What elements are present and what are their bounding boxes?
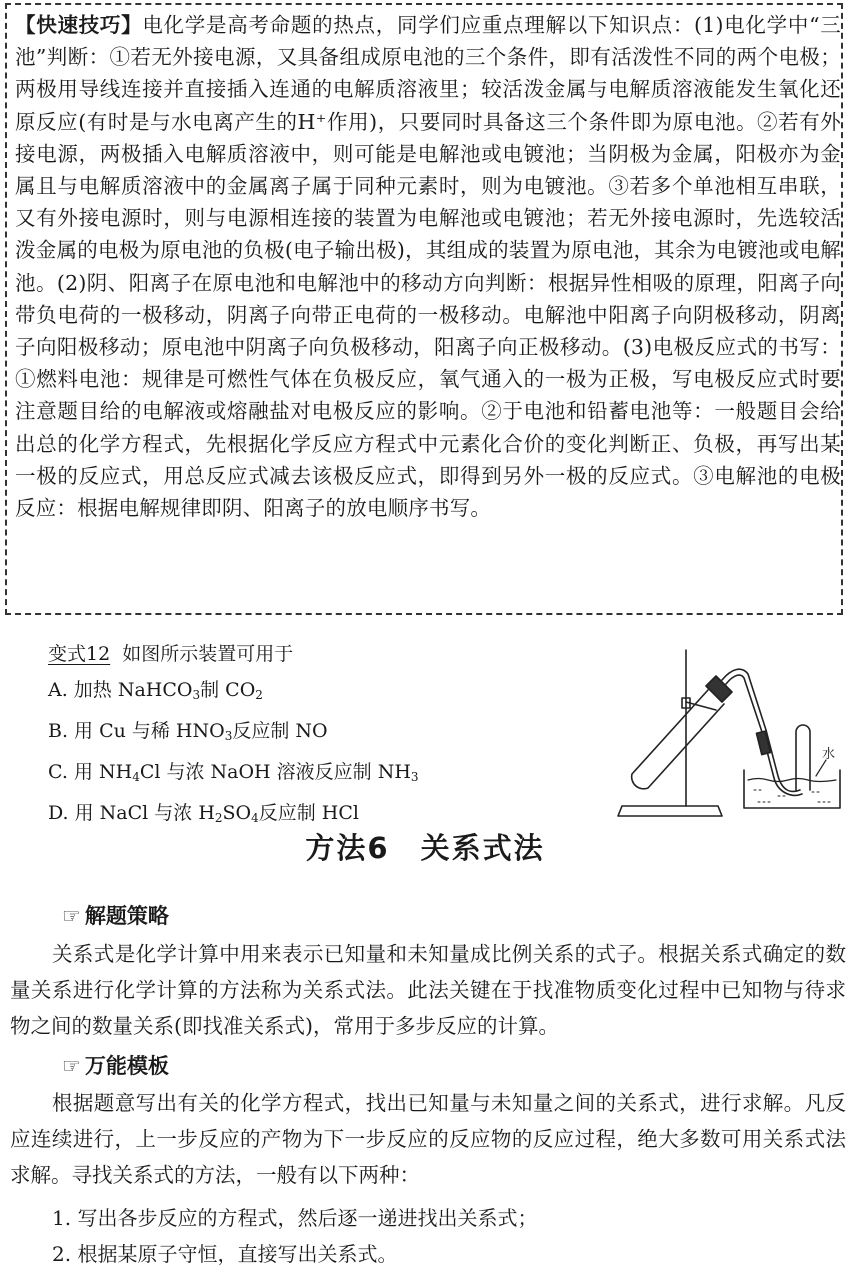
strategy-paragraph: 关系式是化学计算中用来表示已知量和未知量成比例关系的式子。根据关系式确定的数量关系进行化学计算的方法称为关系式法。此法关键在于找准物质变化过程中已知物与待求物之间的数量关系(即找准关系式)，常用于多步反应的计算。 bbox=[10, 942, 846, 1038]
quick-tip-body: 电化学是高考命题的热点，同学们应重点理解以下知识点：(1)电化学中“三池”判断：①若无外接电源，又具备组成原电池的三个条件，即有活泼性不同的两个电极；两极用导线连接并直接插入连通的电解质溶液里；较活泼金属与电解质溶液能发生氧化还原反应(有时是与水电离产生的H⁺作用)，只要同时具备这三个条件即为原电池。②若有外接电源，两极插入电解质溶液中，则可能是电解池或电镀池；当阴极为金属，阳极亦为金属且与电解质溶液中的金属离子属于同种元素时，则为电镀池。③若多个单池相互串联，又有外接电源时，则与电源相连接的装置为电解池或电镀池；若无外接电源时，先选较活泼金属的电极为原电池的负极(电子输出极)，其组成的装置为原电池，其余为电镀池或电解池。(2)阴、阳离子在原电池和电解池中的移动方向判断：根据异性相吸的原理，阳离子向带负电荷的一极移动，阴离子向带正电荷的一极移动。电解池中阳离子向阴极移动，阴离子向阳极移动；原电池中阴离子向负极移动，阳离子向正极移动。(3)电极反应式的书写：①燃料电池：规律是可燃性气体在负极反应，氧气通入的一极为正极，写电极反应式时要注意题目给的电解液或熔融盐对电极反应的影响。②于电池和铅蓄电池等：一般题目会给出总的化学方程式，先根据化学反应方程式中元素化合价的变化判断正、负极，再写出某一极的反应式，用总反应式减去该极反应式，即得到另外一极的反应式。③电解池的电极反应：根据电解规律即阴、阳离子的放电顺序书写。 bbox=[15, 13, 841, 521]
method-item-1: 1. 写出各步反应的方程式，然后逐一递进找出关系式； bbox=[52, 1206, 538, 1230]
method-item-2: 2. 根据某原子守恒，直接写出关系式。 bbox=[52, 1242, 398, 1266]
quick-tip-text bbox=[15, 9, 841, 524]
stand-base bbox=[618, 806, 722, 816]
question-stem: 如图所示装置可用于 bbox=[122, 643, 294, 665]
template-paragraph: 根据题意写出有关的化学方程式，找出已知量与未知量之间的关系式，进行求解。凡反应连续进行，上一步反应的产物为下一步反应的反应物的反应过程，绝大多数可用关系式法求解。寻找关系式的方法，一般有以下两种： bbox=[10, 1091, 846, 1187]
strategy-heading: ☞ 解题策略 bbox=[62, 904, 169, 928]
apparatus-figure bbox=[608, 640, 844, 822]
method-title: 方法6 关系式法 bbox=[305, 831, 545, 865]
quick-tip-label: 【快速技巧】 bbox=[15, 13, 143, 37]
question-tag: 变式12 bbox=[48, 643, 111, 665]
template-heading: ☞ 万能模板 bbox=[62, 1054, 169, 1078]
pointing-hand-icon: ☞ bbox=[62, 904, 81, 928]
option-b: B. 用 Cu 与稀 $HNO_3$反应制 NO bbox=[48, 720, 328, 743]
pointing-hand-icon: ☞ bbox=[62, 1054, 81, 1078]
option-c: C. 用 $NH_4Cl$ 与浓 NaOH 溶液反应制 $NH_3$ bbox=[48, 761, 419, 784]
variant-question bbox=[48, 636, 608, 836]
quick-tip-box bbox=[5, 3, 843, 615]
stopper bbox=[706, 676, 732, 702]
option-d: D. 用 NaCl 与浓 $H_2SO_4$反应制 HCl bbox=[48, 802, 359, 825]
question-stem-line bbox=[48, 636, 608, 672]
rubber-connector bbox=[756, 731, 770, 755]
option-a: A. 加热 NaHCO$_3$制 $CO_2$ bbox=[48, 679, 263, 702]
test-tube bbox=[632, 690, 724, 789]
water-label: 水 bbox=[822, 747, 836, 762]
